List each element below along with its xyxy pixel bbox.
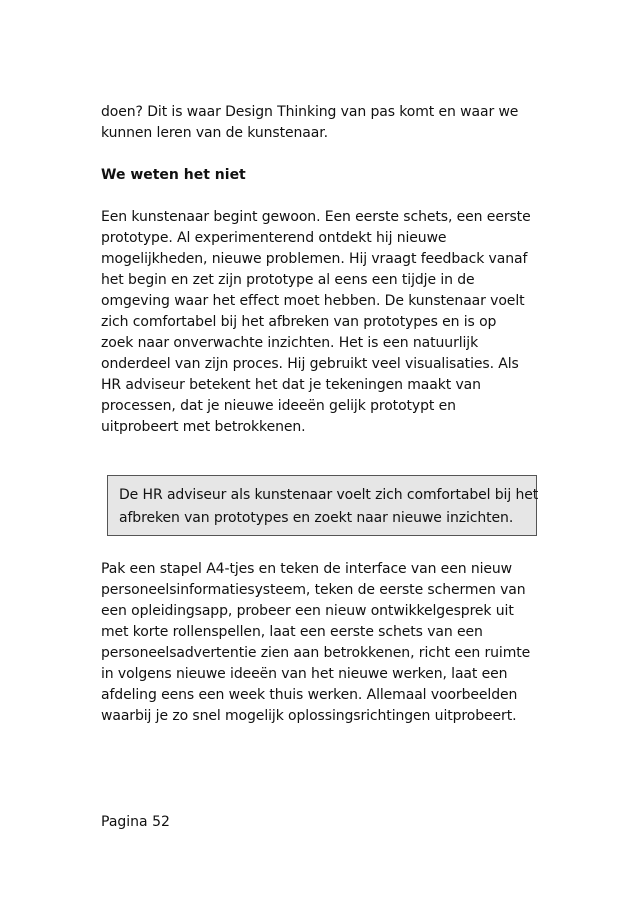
paragraph-line: personeelsadvertentie zien aan betrokkenen, richt een ruimte xyxy=(101,645,531,661)
page-number: Pagina 52 xyxy=(101,814,170,830)
paragraph-line: HR adviseur betekent het dat je tekeningen maakt van xyxy=(101,377,481,393)
paragraph-line: Pak een stapel A4-tjes en teken de interface van een nieuw xyxy=(101,561,513,577)
intro-paragraph xyxy=(101,102,541,144)
paragraph-line: zich comfortabel bij het afbreken van prototypes en is op xyxy=(101,314,497,330)
paragraph-line: personeelsinformatiesysteem, teken de eerste schermen van xyxy=(101,582,526,598)
paragraph-line: met korte rollenspellen, laat een eerste schets van een xyxy=(101,624,483,640)
paragraph-line: in volgens nieuwe ideeën van het nieuwe werken, laat een xyxy=(101,666,508,682)
paragraph-line: afdeling eens een week thuis werken. Allemaal voorbeelden xyxy=(101,687,518,703)
paragraph-line: zoek naar onverwachte inzichten. Het is een natuurlijk xyxy=(101,335,479,351)
callout-box xyxy=(107,475,537,536)
paragraph-line: omgeving waar het effect moet hebben. De kunstenaar voelt xyxy=(101,293,525,309)
page-body-continued xyxy=(101,559,541,727)
paragraph-line: mogelijkheden, nieuwe problemen. Hij vraagt feedback vanaf xyxy=(101,251,528,267)
paragraph-2 xyxy=(101,559,541,727)
paragraph-line: Een kunstenaar begint gewoon. Een eerste schets, een eerste xyxy=(101,209,531,225)
paragraph-line: onderdeel van zijn proces. Hij gebruikt veel visualisaties. Als xyxy=(101,356,519,372)
intro-line: kunnen leren van de kunstenaar. xyxy=(101,125,328,141)
paragraph-line: processen, dat je nieuwe ideeën gelijk prototypt en xyxy=(101,398,456,414)
callout-line: De HR adviseur als kunstenaar voelt zich comfortabel bij het xyxy=(119,487,539,503)
page-body xyxy=(101,102,541,438)
intro-line: doen? Dit is waar Design Thinking van pas komt en waar we xyxy=(101,104,519,120)
section-heading: We weten het niet xyxy=(101,167,246,183)
paragraph-line: een opleidingsapp, probeer een nieuw ontwikkelgesprek uit xyxy=(101,603,514,619)
paragraph-line: prototype. Al experimenterend ontdekt hij nieuwe xyxy=(101,230,447,246)
paragraph-1 xyxy=(101,207,541,438)
paragraph-line: uitprobeert met betrokkenen. xyxy=(101,419,306,435)
paragraph-line: waarbij je zo snel mogelijk oplossingsrichtingen uitprobeert. xyxy=(101,708,517,724)
callout-line: afbreken van prototypes en zoekt naar nieuwe inzichten. xyxy=(119,510,514,526)
paragraph-line: het begin en zet zijn prototype al eens een tijdje in de xyxy=(101,272,475,288)
